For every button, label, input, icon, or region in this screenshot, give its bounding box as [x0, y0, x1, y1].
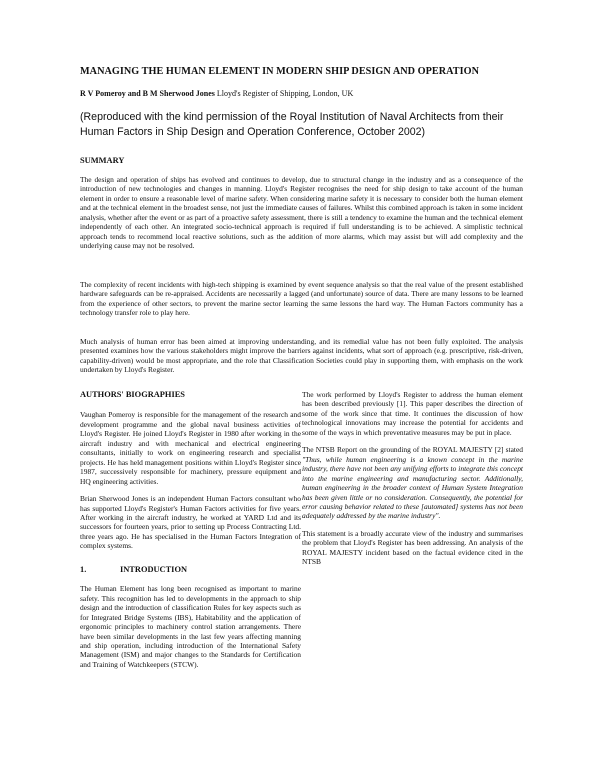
author-line	[80, 89, 353, 98]
introduction-paragraph-2: The work performed by Lloyd's Register to address the human element has been described previously [1]. This paper describes the direction of some of the work since that time. It continues the discussion of how technological innovations may increase the potential for accidents and some of the ways in which preventative measures may be put in place.	[302, 390, 523, 437]
ntsb-intro-text: The NTSB Report on the grounding of the ROYAL MAJESTY [2] stated	[302, 445, 523, 455]
author-names: R V Pomeroy and B M Sherwood Jones	[80, 89, 215, 98]
section-number: 1.	[80, 564, 87, 574]
author-affiliation: Lloyd's Register of Shipping, London, UK	[216, 89, 354, 98]
reproduction-note: (Reproduced with the kind permission of the Royal Institution of Naval Architects from their Human Factors in Ship Design and Operation Conference, October 2002)	[80, 111, 504, 138]
biography-pomeroy: Vaughan Pomeroy is responsible for the management of the research and development programme and the global naval business activities of Lloyd's Register. He joined Lloyd's Register in 1980 after working in the aircraft industry and with mechanical and electrical engineering consultants, initially to work on engineering research and specialist projects. He has held management positions within Lloyd's Register since 1987, successively responsible for machinery, pressure equipment and HQ engineering activities.	[80, 410, 301, 486]
summary-paragraph-2: The complexity of recent incidents with high-tech shipping is examined by event sequence analysis so that the real value of the present established hardware safeguards can be re-appraised. Accidents are necessarily a lagged (and unfortunate) source of data. There are many lessons to be learned from the experience of other sectors, to prevent the marine sector learning the same lessons the hard way. The Human Factors community has a technology transfer role to play here.	[80, 280, 523, 318]
introduction-heading	[80, 565, 301, 574]
introduction-paragraph-4: This statement is a broadly accurate view of the industry and summarises the problem that Lloyd's Register has been addressing. An analysis of the ROYAL MAJESTY incident based on the factual evidence cited in the NTSB	[302, 528, 523, 567]
biographies-heading: AUTHORS' BIOGRAPHIES	[80, 390, 185, 399]
summary-heading: SUMMARY	[80, 156, 125, 165]
ntsb-quote: "Thus, while human engineering is a known concept in the marine industry, there have not been any unifying efforts to integrate this concept into the marine engineering and manufacturing sector. Additionally, human engineering in the broader context of Human System Integration has been given little or no consideration. Consequently, the potential for error causing behavior related to these [automated] systems has not been adequately addressed by the marine industry".	[302, 454, 523, 521]
paper-title: MANAGING THE HUMAN ELEMENT IN MODERN SHIP DESIGN AND OPERATION	[80, 66, 480, 77]
summary-paragraph-1: The design and operation of ships has evolved and continues to develop, due to structural change in the industry and as a consequence of the introduction of new technologies and changes in manning. Lloyd's Register recognises the need for ship design to take account of the human element in order to ensure a reasonable level of marine safety. When considering marine safety it is necessary to consider both the human element and at the technical element in the broadest sense, not just the immediate causes of failures. Whilst this combined approach is taken in some incident analysis, whether after the event or as part of a proactive safety assessment, there is still a tendency to examine the human and the technical element independently of each other. An integrated socio-technical approach is required if full understanding is to be achieved. A simplistic technical approach tends to recommend local reactive solutions, such as the addition of more alarms, which may assist but will add complexity and the underlying cause may not be resolved.	[80, 175, 523, 251]
left-column	[80, 390, 301, 669]
introduction-paragraph-1: The Human Element has long been recognised as important to marine safety. This recognition has led to developments in the approach to ship design and the introduction of classification Rules for key aspects such as for Integrated Bridge Systems (IBS), Habitability and the application of ergonomic principles to machinery control station arrangements. There have been similar developments in the last few years affecting manning and ship operation, including introduction of the International Safety Management (ISM) and major changes to the Standards for Certification and Training of Watchkeepers (STCW).	[80, 584, 301, 669]
right-column	[302, 390, 523, 575]
biography-sherwood-jones: Brian Sherwood Jones is an independent Human Factors consultant who has supported Lloyd's Register's Human Factors activities for five years. After working in the aircraft industry, he worked at YARD Ltd and its successors for fourteen years, prior to setting up Process Contracting Ltd. three years ago. He has specialised in the Human Factors Integration of complex systems.	[80, 494, 301, 551]
summary-paragraph-3: Much analysis of human error has been aimed at improving understanding, and its remedial value has not been fully exploited. The analysis presented examines how the various stakeholders might improve the barriers against incidents, what sort of approach (e.g. prescriptive, risk-driven, capability-driven) would be most appropriate, and the role that Classification Societies could play in supporting them, with emphasis on the work undertaken by Lloyd's Register.	[80, 337, 523, 375]
section-title: INTRODUCTION	[120, 564, 188, 574]
introduction-paragraph-3	[302, 445, 523, 521]
